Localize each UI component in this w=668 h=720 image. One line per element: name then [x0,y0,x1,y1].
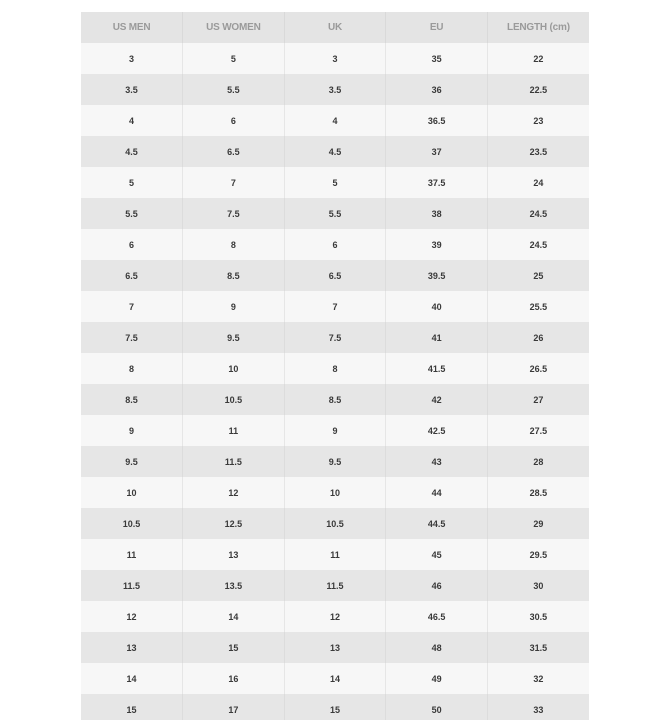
cell-eu: 41.5 [386,353,488,384]
table-row [81,415,589,446]
cell-uk: 10.5 [284,508,386,539]
cell-length-cm: 32 [487,663,589,694]
cell-length-cm: 30 [487,570,589,601]
cell-length-cm: 28.5 [487,477,589,508]
cell-us-men: 3.5 [81,74,183,105]
table-row [81,694,589,720]
cell-uk: 9.5 [284,446,386,477]
cell-us-men: 9.5 [81,446,183,477]
cell-eu: 38 [386,198,488,229]
cell-us-men: 9 [81,415,183,446]
cell-us-men: 7.5 [81,322,183,353]
cell-uk: 7 [284,291,386,322]
cell-eu: 42.5 [386,415,488,446]
cell-eu: 48 [386,632,488,663]
cell-us-women: 13 [183,539,285,570]
header-length-cm: LENGTH (cm) [487,12,589,43]
cell-us-women: 10 [183,353,285,384]
cell-length-cm: 22.5 [487,74,589,105]
table-row [81,601,589,632]
cell-uk: 5.5 [284,198,386,229]
cell-us-men: 3 [81,43,183,74]
table-row [81,74,589,105]
cell-length-cm: 23 [487,105,589,136]
table-row [81,43,589,74]
cell-us-women: 16 [183,663,285,694]
cell-length-cm: 27 [487,384,589,415]
cell-us-women: 11.5 [183,446,285,477]
cell-us-women: 15 [183,632,285,663]
cell-us-women: 8 [183,229,285,260]
cell-length-cm: 29 [487,508,589,539]
cell-us-men: 10.5 [81,508,183,539]
cell-us-women: 12.5 [183,508,285,539]
table-row [81,508,589,539]
cell-uk: 3 [284,43,386,74]
cell-eu: 39.5 [386,260,488,291]
cell-uk: 13 [284,632,386,663]
cell-length-cm: 25.5 [487,291,589,322]
cell-eu: 36 [386,74,488,105]
cell-uk: 4 [284,105,386,136]
cell-us-men: 11.5 [81,570,183,601]
cell-length-cm: 33 [487,694,589,720]
cell-eu: 37 [386,136,488,167]
cell-uk: 15 [284,694,386,720]
cell-length-cm: 24.5 [487,198,589,229]
table-row [81,632,589,663]
cell-uk: 8 [284,353,386,384]
cell-us-men: 10 [81,477,183,508]
cell-us-women: 11 [183,415,285,446]
cell-uk: 3.5 [284,74,386,105]
cell-eu: 44 [386,477,488,508]
cell-us-women: 7 [183,167,285,198]
cell-eu: 36.5 [386,105,488,136]
header-us-women: US WOMEN [183,12,285,43]
cell-us-women: 8.5 [183,260,285,291]
cell-us-men: 6.5 [81,260,183,291]
cell-eu: 41 [386,322,488,353]
cell-length-cm: 29.5 [487,539,589,570]
cell-uk: 7.5 [284,322,386,353]
cell-us-men: 4 [81,105,183,136]
cell-us-women: 9.5 [183,322,285,353]
cell-uk: 4.5 [284,136,386,167]
header-eu: EU [386,12,488,43]
cell-us-men: 6 [81,229,183,260]
cell-length-cm: 27.5 [487,415,589,446]
cell-us-men: 8 [81,353,183,384]
cell-length-cm: 23.5 [487,136,589,167]
table-row [81,322,589,353]
cell-us-women: 5 [183,43,285,74]
cell-uk: 8.5 [284,384,386,415]
cell-us-women: 13.5 [183,570,285,601]
cell-eu: 39 [386,229,488,260]
table-row [81,539,589,570]
size-chart-body [81,43,589,720]
cell-length-cm: 22 [487,43,589,74]
cell-us-women: 5.5 [183,74,285,105]
table-row [81,167,589,198]
cell-eu: 46.5 [386,601,488,632]
cell-uk: 5 [284,167,386,198]
table-row [81,105,589,136]
cell-eu: 44.5 [386,508,488,539]
cell-eu: 49 [386,663,488,694]
cell-uk: 11.5 [284,570,386,601]
cell-us-men: 13 [81,632,183,663]
cell-length-cm: 26.5 [487,353,589,384]
cell-eu: 35 [386,43,488,74]
cell-us-women: 6 [183,105,285,136]
cell-length-cm: 28 [487,446,589,477]
header-uk: UK [284,12,386,43]
cell-us-women: 14 [183,601,285,632]
cell-eu: 42 [386,384,488,415]
table-row [81,477,589,508]
cell-eu: 50 [386,694,488,720]
table-row [81,198,589,229]
cell-us-women: 10.5 [183,384,285,415]
cell-us-men: 5.5 [81,198,183,229]
cell-us-women: 12 [183,477,285,508]
table-row [81,446,589,477]
cell-uk: 10 [284,477,386,508]
cell-eu: 37.5 [386,167,488,198]
cell-us-women: 17 [183,694,285,720]
table-row [81,229,589,260]
cell-uk: 9 [284,415,386,446]
cell-uk: 14 [284,663,386,694]
cell-length-cm: 31.5 [487,632,589,663]
header-us-men: US MEN [81,12,183,43]
cell-uk: 6.5 [284,260,386,291]
cell-us-women: 7.5 [183,198,285,229]
size-chart-table [81,12,589,720]
cell-us-men: 12 [81,601,183,632]
cell-us-men: 14 [81,663,183,694]
cell-us-men: 8.5 [81,384,183,415]
cell-uk: 12 [284,601,386,632]
table-row [81,570,589,601]
cell-eu: 43 [386,446,488,477]
cell-eu: 40 [386,291,488,322]
cell-us-men: 5 [81,167,183,198]
header-row [81,12,589,43]
cell-us-women: 9 [183,291,285,322]
cell-length-cm: 30.5 [487,601,589,632]
size-chart-header [81,12,589,43]
table-row [81,384,589,415]
table-row [81,663,589,694]
cell-uk: 11 [284,539,386,570]
cell-us-men: 11 [81,539,183,570]
cell-uk: 6 [284,229,386,260]
cell-length-cm: 25 [487,260,589,291]
cell-length-cm: 26 [487,322,589,353]
cell-eu: 45 [386,539,488,570]
cell-us-men: 7 [81,291,183,322]
table-row [81,260,589,291]
cell-us-men: 4.5 [81,136,183,167]
cell-us-women: 6.5 [183,136,285,167]
cell-eu: 46 [386,570,488,601]
table-row [81,291,589,322]
cell-length-cm: 24.5 [487,229,589,260]
cell-length-cm: 24 [487,167,589,198]
table-row [81,136,589,167]
table-row [81,353,589,384]
cell-us-men: 15 [81,694,183,720]
